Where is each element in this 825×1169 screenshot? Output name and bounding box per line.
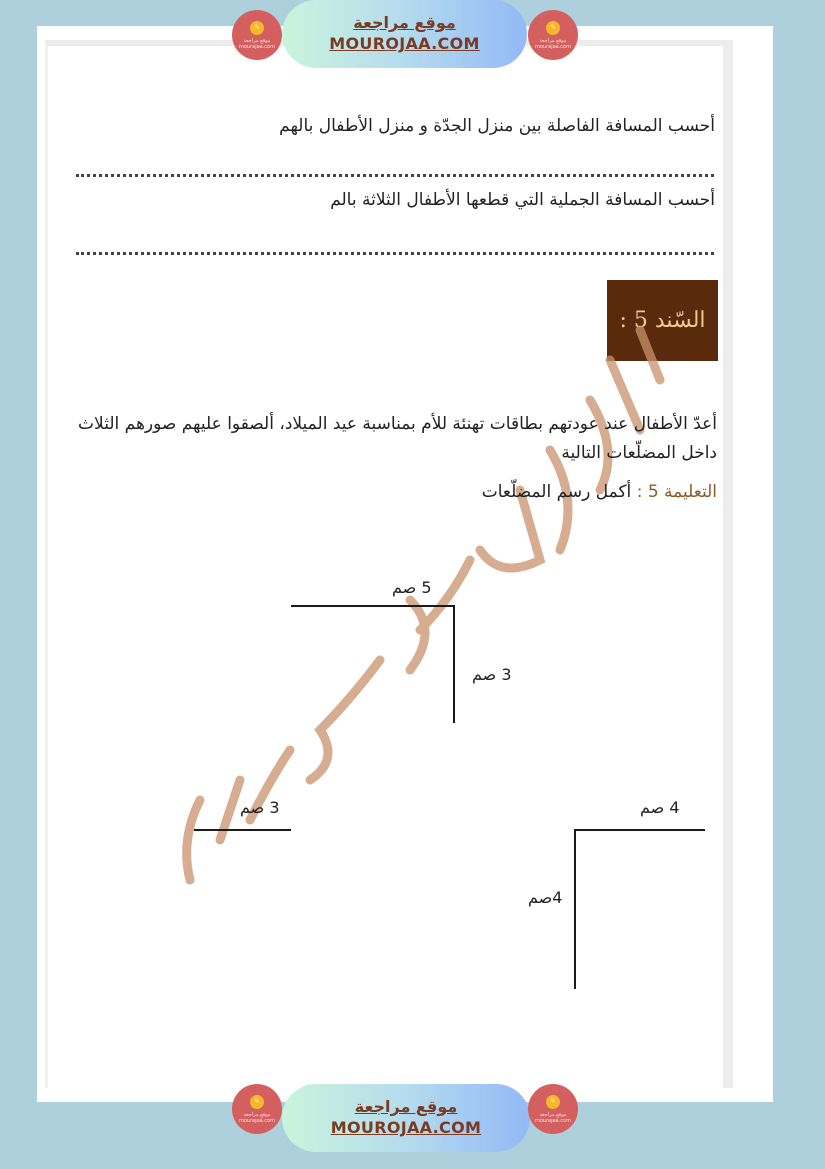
shape3-top-label: 4 صم bbox=[640, 798, 680, 817]
question-2: أحسب المسافة الجملية التي قطعها الأطفال الثلاثة بالم bbox=[330, 190, 715, 210]
banner-arabic-title: موقع مراجعة bbox=[353, 13, 456, 32]
badge-caption: موقع مراجعة mourajaa.com bbox=[534, 37, 571, 50]
shape2-top-label: 3 صم bbox=[240, 798, 280, 817]
shape3-top-edge bbox=[574, 829, 705, 831]
answer-line-1[interactable] bbox=[76, 174, 714, 177]
question-1: أحسب المسافة الفاصلة بين منزل الجدّة و منزل الأطفال بالهم bbox=[279, 116, 715, 136]
logo-badge-right-bottom[interactable] bbox=[528, 1084, 578, 1134]
site-banner-top[interactable] bbox=[282, 0, 527, 68]
logo-badge-right-top[interactable] bbox=[528, 10, 578, 60]
book-logo-icon: ✎ bbox=[250, 21, 264, 35]
shape3-side-label: 4صم bbox=[528, 888, 563, 907]
book-logo-icon: ✎ bbox=[250, 1095, 264, 1109]
logo-badge-left-top[interactable] bbox=[232, 10, 282, 60]
shape3-left-edge bbox=[574, 829, 576, 989]
shape2-top-edge bbox=[194, 829, 291, 831]
section-label: السّند 5 : bbox=[619, 308, 706, 333]
shape1-side-label: 3 صم bbox=[472, 665, 512, 684]
section-label-box bbox=[607, 280, 718, 361]
badge-caption: موقع مراجعة mourajaa.com bbox=[534, 1111, 571, 1124]
shape1-right-edge bbox=[453, 605, 455, 723]
shape1-top-edge bbox=[291, 605, 455, 607]
banner-site-name: MOUROJAA.COM bbox=[329, 34, 480, 53]
site-banner-bottom[interactable] bbox=[282, 1084, 530, 1152]
banner-arabic-title: موقع مراجعة bbox=[354, 1097, 458, 1116]
answer-line-2[interactable] bbox=[76, 252, 714, 255]
banner-site-name: MOUROJAA.COM bbox=[330, 1118, 482, 1137]
instruction bbox=[482, 482, 717, 502]
badge-caption: موقع مراجعة mourajaa.com bbox=[238, 37, 275, 50]
instruction-label: التعليمة 5 : bbox=[636, 482, 717, 502]
shape1-top-label: 5 صم bbox=[392, 578, 432, 597]
instruction-text: أكمل رسم المضلّعات bbox=[481, 482, 632, 502]
badge-caption: موقع مراجعة mourajaa.com bbox=[238, 1111, 275, 1124]
book-logo-icon: ✎ bbox=[546, 21, 560, 35]
exercise-paragraph: أعدّ الأطفال عند عودتهم بطاقات تهنئة للأم بمناسبة عيد الميلاد، ألصقوا عليهم صورهم الثلاث داخل المضلّعات التالية bbox=[78, 414, 717, 463]
book-logo-icon: ✎ bbox=[546, 1095, 560, 1109]
logo-badge-left-bottom[interactable] bbox=[232, 1084, 282, 1134]
